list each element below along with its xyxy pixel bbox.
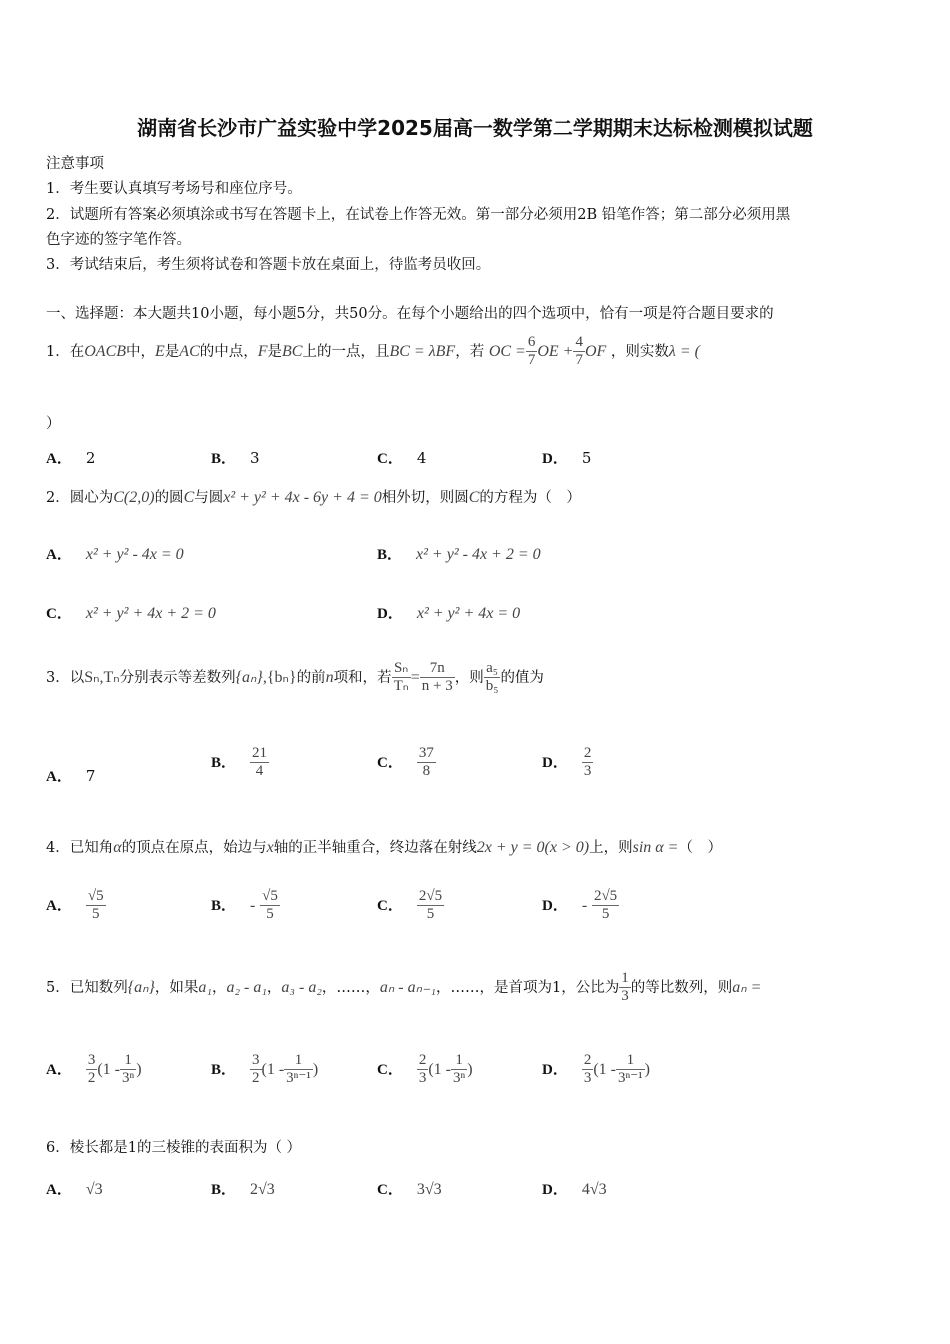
question-2: 2．圆心为C(2,0)的圆C与圆x² + y² + 4x - 6y + 4 = 0相外切，则圆C的方程为（ ） <box>46 489 581 506</box>
option-d[interactable]: D． - $\frac{2√5}{5}$ <box>542 888 618 923</box>
q1-math: E <box>155 342 165 360</box>
option-c[interactable]: C． $\frac{2√5}{5}$ <box>377 888 443 923</box>
q1-math: AC <box>179 342 200 360</box>
option-a[interactable]: A． $\frac{3}{2}$ (1 - $\frac{1}{\text{3ⁿ}}$ ) <box>46 1052 142 1087</box>
q1-math: λ = ( <box>668 342 700 360</box>
q1-text: 上的一点，且 <box>302 343 390 360</box>
notice-heading: 注意事项 <box>46 156 104 172</box>
option-d[interactable]: D． $\frac{2}{3}$ (1 - $\frac{1}{\text{3ⁿ⁻¹}}$ ) <box>542 1052 650 1087</box>
notice-item: 2．试题所有答案必须填涂或书写在答题卡上，在试卷上作答无效。第一部分必须用2B 铅笔作答；第二部分必须用黑 <box>46 207 791 223</box>
q1-text: ，若 <box>455 343 485 360</box>
option-c[interactable]: C． 4 <box>377 449 427 467</box>
q1-math: OE + <box>537 342 574 360</box>
option-a[interactable]: A． $\frac{√5}{5}$ <box>46 888 104 923</box>
question-3: 3．以Sₙ,Tₙ分别表示等差数列{aₙ},{bₙ}的前n项和，若 $\frac{\text{Sₙ}}{\text{Tₙ}}$ = $\frac{7n}{n + 3}$ ，则 $\frac{\text{a₅}}{\text{b₅}}$ 的值为 <box>46 660 544 695</box>
q1-text: 中， <box>126 343 156 360</box>
section-heading: 一、选择题：本大题共10小题，每小题5分，共50分。在每个小题给出的四个选项中，恰有一项是符合题目要求的 <box>46 306 774 322</box>
fraction: $\frac{6}{7}$ <box>527 334 536 369</box>
option-a[interactable]: A． x² + y² - 4x = 0 <box>46 546 184 563</box>
q1-math: BC = λBF <box>389 342 456 360</box>
q1-text: 1．在 <box>46 343 85 360</box>
q1-math: OACB <box>84 342 127 360</box>
option-a[interactable]: A． √3 <box>46 1181 103 1198</box>
notice-item: 色字迹的签字笔作答。 <box>46 232 191 248</box>
fraction: $\frac{\text{a₅}}{\text{b₅}}$ <box>485 660 499 695</box>
question-4: 4．已知角α的顶点在原点，始边与x轴的正半轴重合，终边落在射线2x + y = 0(x > 0)上，则sin α =（ ） <box>46 839 722 856</box>
question-6: 6．棱长都是1的三棱锥的表面积为（ ） <box>46 1140 302 1156</box>
q1-math: OC = <box>488 342 526 360</box>
fraction: $\frac{4}{7}$ <box>575 334 583 369</box>
fraction: $\frac{1}{3}$ <box>621 970 629 1005</box>
option-b[interactable]: B． $\frac{3}{2}$ (1 - $\frac{1}{\text{3ⁿ⁻¹}}$ ) <box>211 1052 319 1087</box>
option-c[interactable]: C． $\frac{37}{8}$ <box>377 745 434 780</box>
question-1 <box>46 334 700 370</box>
notice-item: 3．考试结束后，考生须将试卷和答题卡放在桌面上，待监考员收回。 <box>46 257 491 273</box>
q1-math: F <box>257 342 268 360</box>
option-c[interactable]: C． 3√3 <box>377 1181 442 1198</box>
fraction: $\frac{\text{Sₙ}}{\text{Tₙ}}$ <box>393 660 409 695</box>
option-d[interactable]: D． 4√3 <box>542 1181 607 1198</box>
q1-text: 的中点， <box>199 343 258 360</box>
q1-close: ） <box>46 416 61 432</box>
option-c[interactable]: C． x² + y² + 4x + 2 = 0 <box>46 605 216 622</box>
notice-item: 1．考生要认真填写考场号和座位序号。 <box>46 181 302 197</box>
q1-math: BC <box>282 342 303 360</box>
option-b[interactable]: B． - $\frac{√5}{5}$ <box>211 888 278 923</box>
question-5: 5．已知数列{aₙ}，如果a₁，a₂ - a₁，a₃ - a₂，……，aₙ - aₙ₋₁，……，是首项为1，公比为 $\frac{1}{3}$ 的等比数列，则aₙ = <box>46 970 762 1005</box>
q1-math: OF <box>584 342 607 360</box>
q1-text: 是 <box>164 343 180 360</box>
option-b[interactable]: B． 3 <box>211 449 260 467</box>
page-title: 湖南省长沙市广益实验中学2025届高一数学第二学期期末达标检测模拟试题 <box>137 116 813 140</box>
option-a[interactable]: A． 7 <box>46 767 96 785</box>
option-b[interactable]: B． 2√3 <box>211 1181 275 1198</box>
option-d[interactable]: D． $\frac{2}{3}$ <box>542 745 592 780</box>
q1-text: 是 <box>267 343 283 360</box>
option-c[interactable]: C． $\frac{2}{3}$ (1 - $\frac{1}{\text{3ⁿ}}$ ) <box>377 1052 473 1087</box>
option-b[interactable]: B． $\frac{21}{4}$ <box>211 745 268 780</box>
option-a[interactable]: A． 2 <box>46 449 96 467</box>
option-d[interactable]: D． x² + y² + 4x = 0 <box>377 605 521 622</box>
fraction: $\frac{7n}{n + 3}$ <box>421 660 453 695</box>
option-d[interactable]: D． 5 <box>542 449 592 467</box>
q1-text: ，则实数 <box>610 343 669 360</box>
option-b[interactable]: B． x² + y² - 4x + 2 = 0 <box>377 546 541 563</box>
